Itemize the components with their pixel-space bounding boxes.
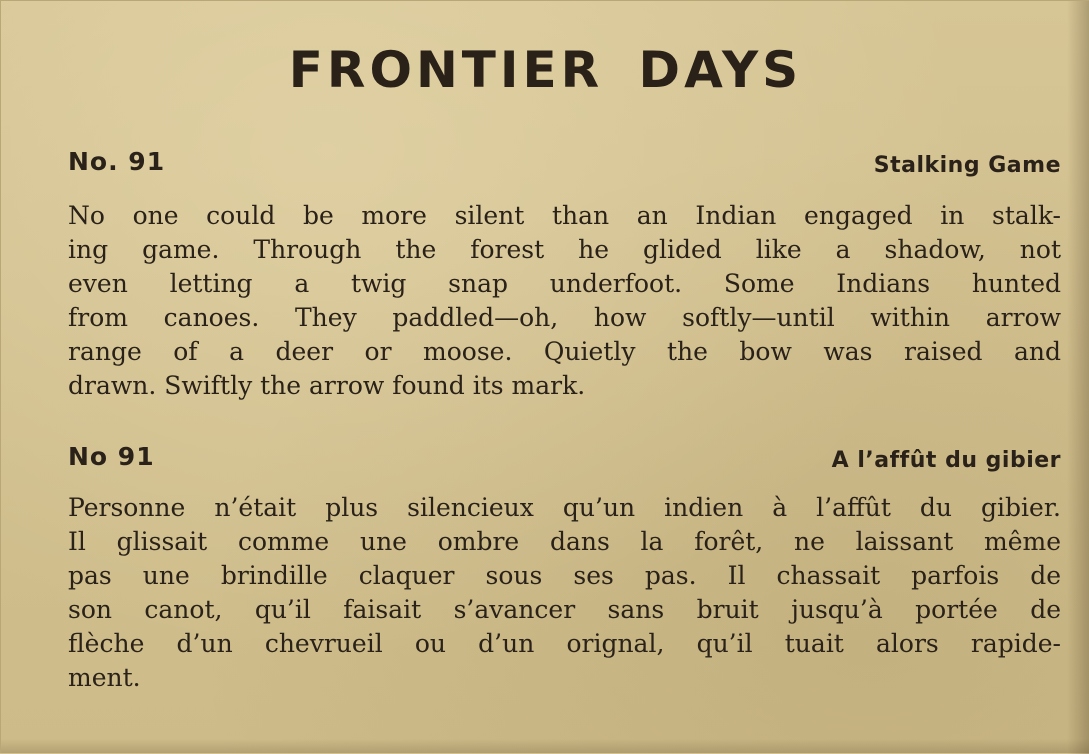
french-description (68, 491, 1061, 695)
french-line-3: pas une brindille claquer sous ses pas. Il chassait parfois de (68, 561, 1061, 590)
french-heading: A l’affût du gibier (831, 448, 1061, 473)
french-card-number: No 91 (68, 442, 155, 471)
french-line-4: son canot, qu’il faisait s’avancer sans bruit jusqu’à portée de (68, 595, 1061, 624)
french-line-6: ment. (68, 663, 141, 692)
english-section-header (68, 147, 1061, 181)
french-section-header (68, 442, 1061, 476)
english-heading: Stalking Game (873, 153, 1061, 178)
french-line-1: Personne n’était plus silencieux qu’un indien à l’affût du gibier. (68, 493, 1061, 522)
english-line-5: range of a deer or moose. Quietly the bow was raised and (68, 337, 1061, 366)
english-line-6: drawn. Swiftly the arrow found its mark. (68, 371, 586, 400)
english-card-number: No. 91 (68, 147, 166, 176)
french-line-5: flèche d’un chevrueil ou d’un orignal, qu’il tuait alors rapide- (68, 629, 1061, 658)
english-line-1: No one could be more silent than an Indian engaged in stalk- (68, 201, 1061, 230)
english-line-2: ing game. Through the forest he glided like a shadow, not (68, 235, 1061, 264)
french-line-2: Il glissait comme une ombre dans la forêt, ne laissant même (68, 527, 1061, 556)
card-title: FRONTIER DAYS (288, 41, 803, 99)
english-line-4: from canoes. They paddled—oh, how softly—until within arrow (68, 303, 1061, 332)
card-edge-shadow-right (1067, 1, 1089, 754)
card-edge-shadow-bottom (1, 739, 1089, 753)
english-line-3: even letting a twig snap underfoot. Some Indians hunted (68, 269, 1061, 298)
english-description (68, 199, 1061, 403)
